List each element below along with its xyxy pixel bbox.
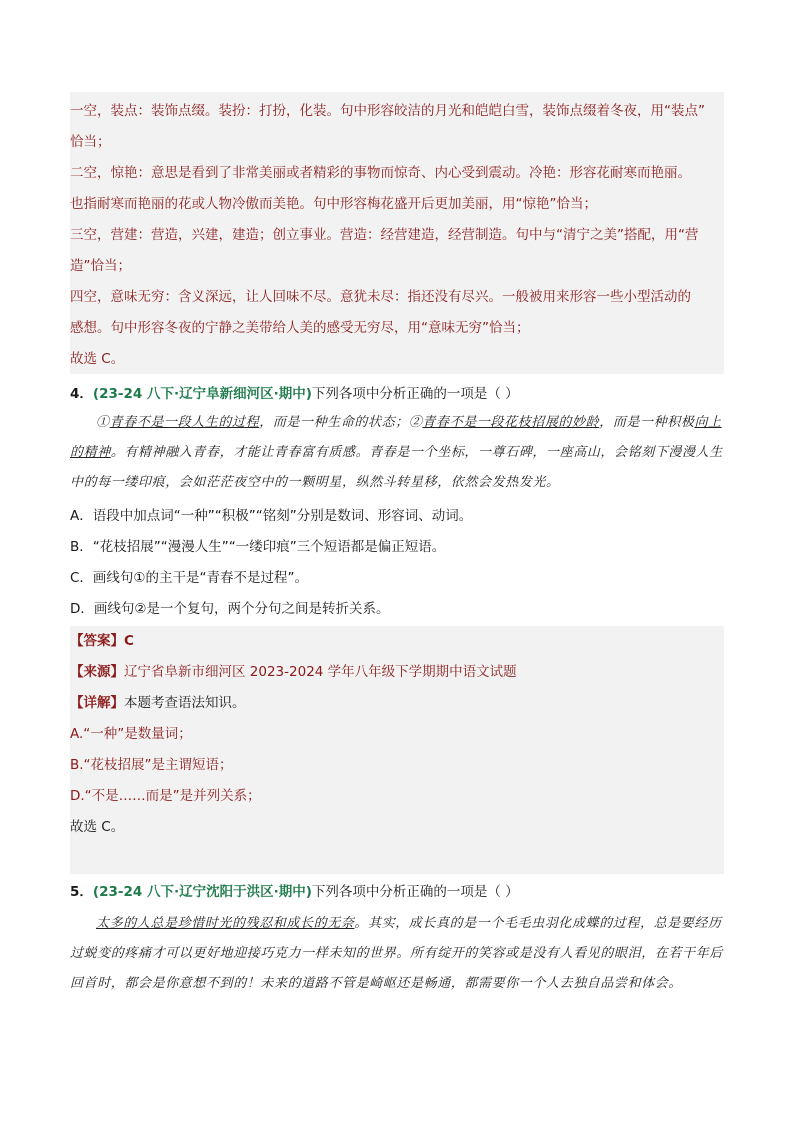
q3-conclusion: 故选 C。 bbox=[70, 351, 125, 367]
q3-analysis-line: 三空，营建：营造，兴建，建造；创立事业。营造：经营建造，经营制造。句中与“清宁之美”搭配，用“营 bbox=[70, 227, 699, 243]
q4-underlined-sentence-2b: 向上的精神 bbox=[70, 415, 722, 460]
q3-analysis-line: 感想。句中形容冬夜的宁静之美带给人美的感受无穷尽，用“意味无穷”恰当； bbox=[70, 320, 530, 336]
q3-analysis-line: 恰当； bbox=[70, 134, 111, 150]
q3-analysis-block bbox=[70, 92, 724, 374]
q4-source-tag: (23-24 八下·辽宁阜新细河区·期中) bbox=[92, 386, 312, 402]
source-value: 辽宁省阜新市细河区 2023-2024 学年八年级下学期期中语文试题 bbox=[124, 664, 517, 680]
q4-passage-text: ，而是一种生命的状态；② bbox=[259, 415, 423, 430]
q5-underlined-sentence: 太多的人总是珍惜时光的残忍和成长的无奈 bbox=[96, 916, 355, 931]
q4-passage-text: ，而是一种积极 bbox=[599, 415, 695, 430]
q5-source-tag: (23-24 八下·辽宁沈阳于洪区·期中) bbox=[92, 884, 312, 900]
answer-value: C bbox=[124, 633, 134, 649]
q4-options bbox=[70, 501, 472, 625]
q4-title bbox=[70, 380, 519, 408]
q5-stem: 下列各项中分析正确的一项是（ ） bbox=[311, 884, 519, 900]
q4-option-b: B．“花枝招展”“漫漫人生”“一缕印痕”三个短语都是偏正短语。 bbox=[70, 539, 446, 555]
q3-analysis-line: 一空，装点：装饰点缀。装扮：打扮，化装。句中形容皎洁的月光和皑皑白雪，装饰点缀着冬夜，用“装点” bbox=[70, 103, 705, 119]
source-label: 【来源】 bbox=[70, 664, 124, 680]
q4-option-c: C．画线句①的主干是“青春不是过程”。 bbox=[70, 570, 309, 586]
q5-number: 5． bbox=[70, 884, 93, 900]
detail-value: 本题考查语法知识。 bbox=[124, 695, 246, 711]
answer-label: 【答案】 bbox=[70, 633, 124, 649]
q4-option-a: A．语段中加点词“一种”“积极”“铭刻”分别是数词、形容词、动词。 bbox=[70, 508, 473, 524]
q4-source-line bbox=[70, 657, 724, 688]
q3-analysis-line: 二空，惊艳：意思是看到了非常美丽或者精彩的事物而惊奇、内心受到震动。冷艳：形容花耐寒而艳丽。 bbox=[70, 165, 691, 181]
q4-detail-item: A.“一种”是数量词； bbox=[70, 726, 192, 742]
q4-answer-block bbox=[70, 626, 724, 874]
q3-analysis-line: 造”恰当； bbox=[70, 258, 131, 274]
q4-stem: 下列各项中分析正确的一项是（ ） bbox=[311, 386, 519, 402]
q5-passage-text: 。其实，成长真的是一个毛毛虫羽化成蝶的过程，总是要经历过蜕变的疼痛才可以更好地迎接巧克力一样未知的世界。所有绽开的笑容或是没有人看见的眼泪，在若干年后回首时，都会是你意想不到的！未来的道路不管是崎岖还是畅通，都需要你一个人去独自品尝和体会。 bbox=[70, 916, 723, 991]
q5-title bbox=[70, 878, 519, 906]
q3-analysis-line: 也指耐寒而艳丽的花或人物冷傲而美艳。句中形容梅花盛开后更加美丽，用“惊艳”恰当； bbox=[70, 196, 597, 212]
q4-underlined-sentence-2: 青春不是一段花枝招展的妙龄 bbox=[422, 415, 600, 430]
q4-number: 4． bbox=[70, 386, 93, 402]
q4-conclusion: 故选 C。 bbox=[70, 819, 125, 835]
q4-detail-item: D.“不是……而是”是并列关系； bbox=[70, 788, 261, 804]
q4-answer-line bbox=[70, 626, 724, 657]
q4-detail-line bbox=[70, 688, 724, 719]
q4-passage-mark-1: ① bbox=[96, 415, 110, 430]
q5-passage bbox=[70, 909, 724, 999]
q3-analysis-line: 四空，意味无穷：含义深远，让人回味不尽。意犹未尽：指还没有尽兴。一般被用来形容一些小型活动的 bbox=[70, 289, 691, 305]
q4-underlined-sentence-1: 青春不是一段人生的过程 bbox=[109, 415, 260, 430]
q4-option-d: D．画线句②是一个复句，两个分句之间是转折关系。 bbox=[70, 601, 390, 617]
q4-detail-item: B.“花枝招展”是主谓短语； bbox=[70, 757, 233, 773]
detail-label: 【详解】 bbox=[70, 695, 124, 711]
q4-passage bbox=[70, 408, 724, 498]
q4-passage-text: 。有精神融入青春，才能让青春富有质感。青春是一个坐标，一尊石碑，一座高山，会铭刻下漫漫人生中的每一缕印痕，会如茫茫夜空中的一颗明星，纵然斗转星移，依然会发热发光。 bbox=[70, 445, 723, 490]
